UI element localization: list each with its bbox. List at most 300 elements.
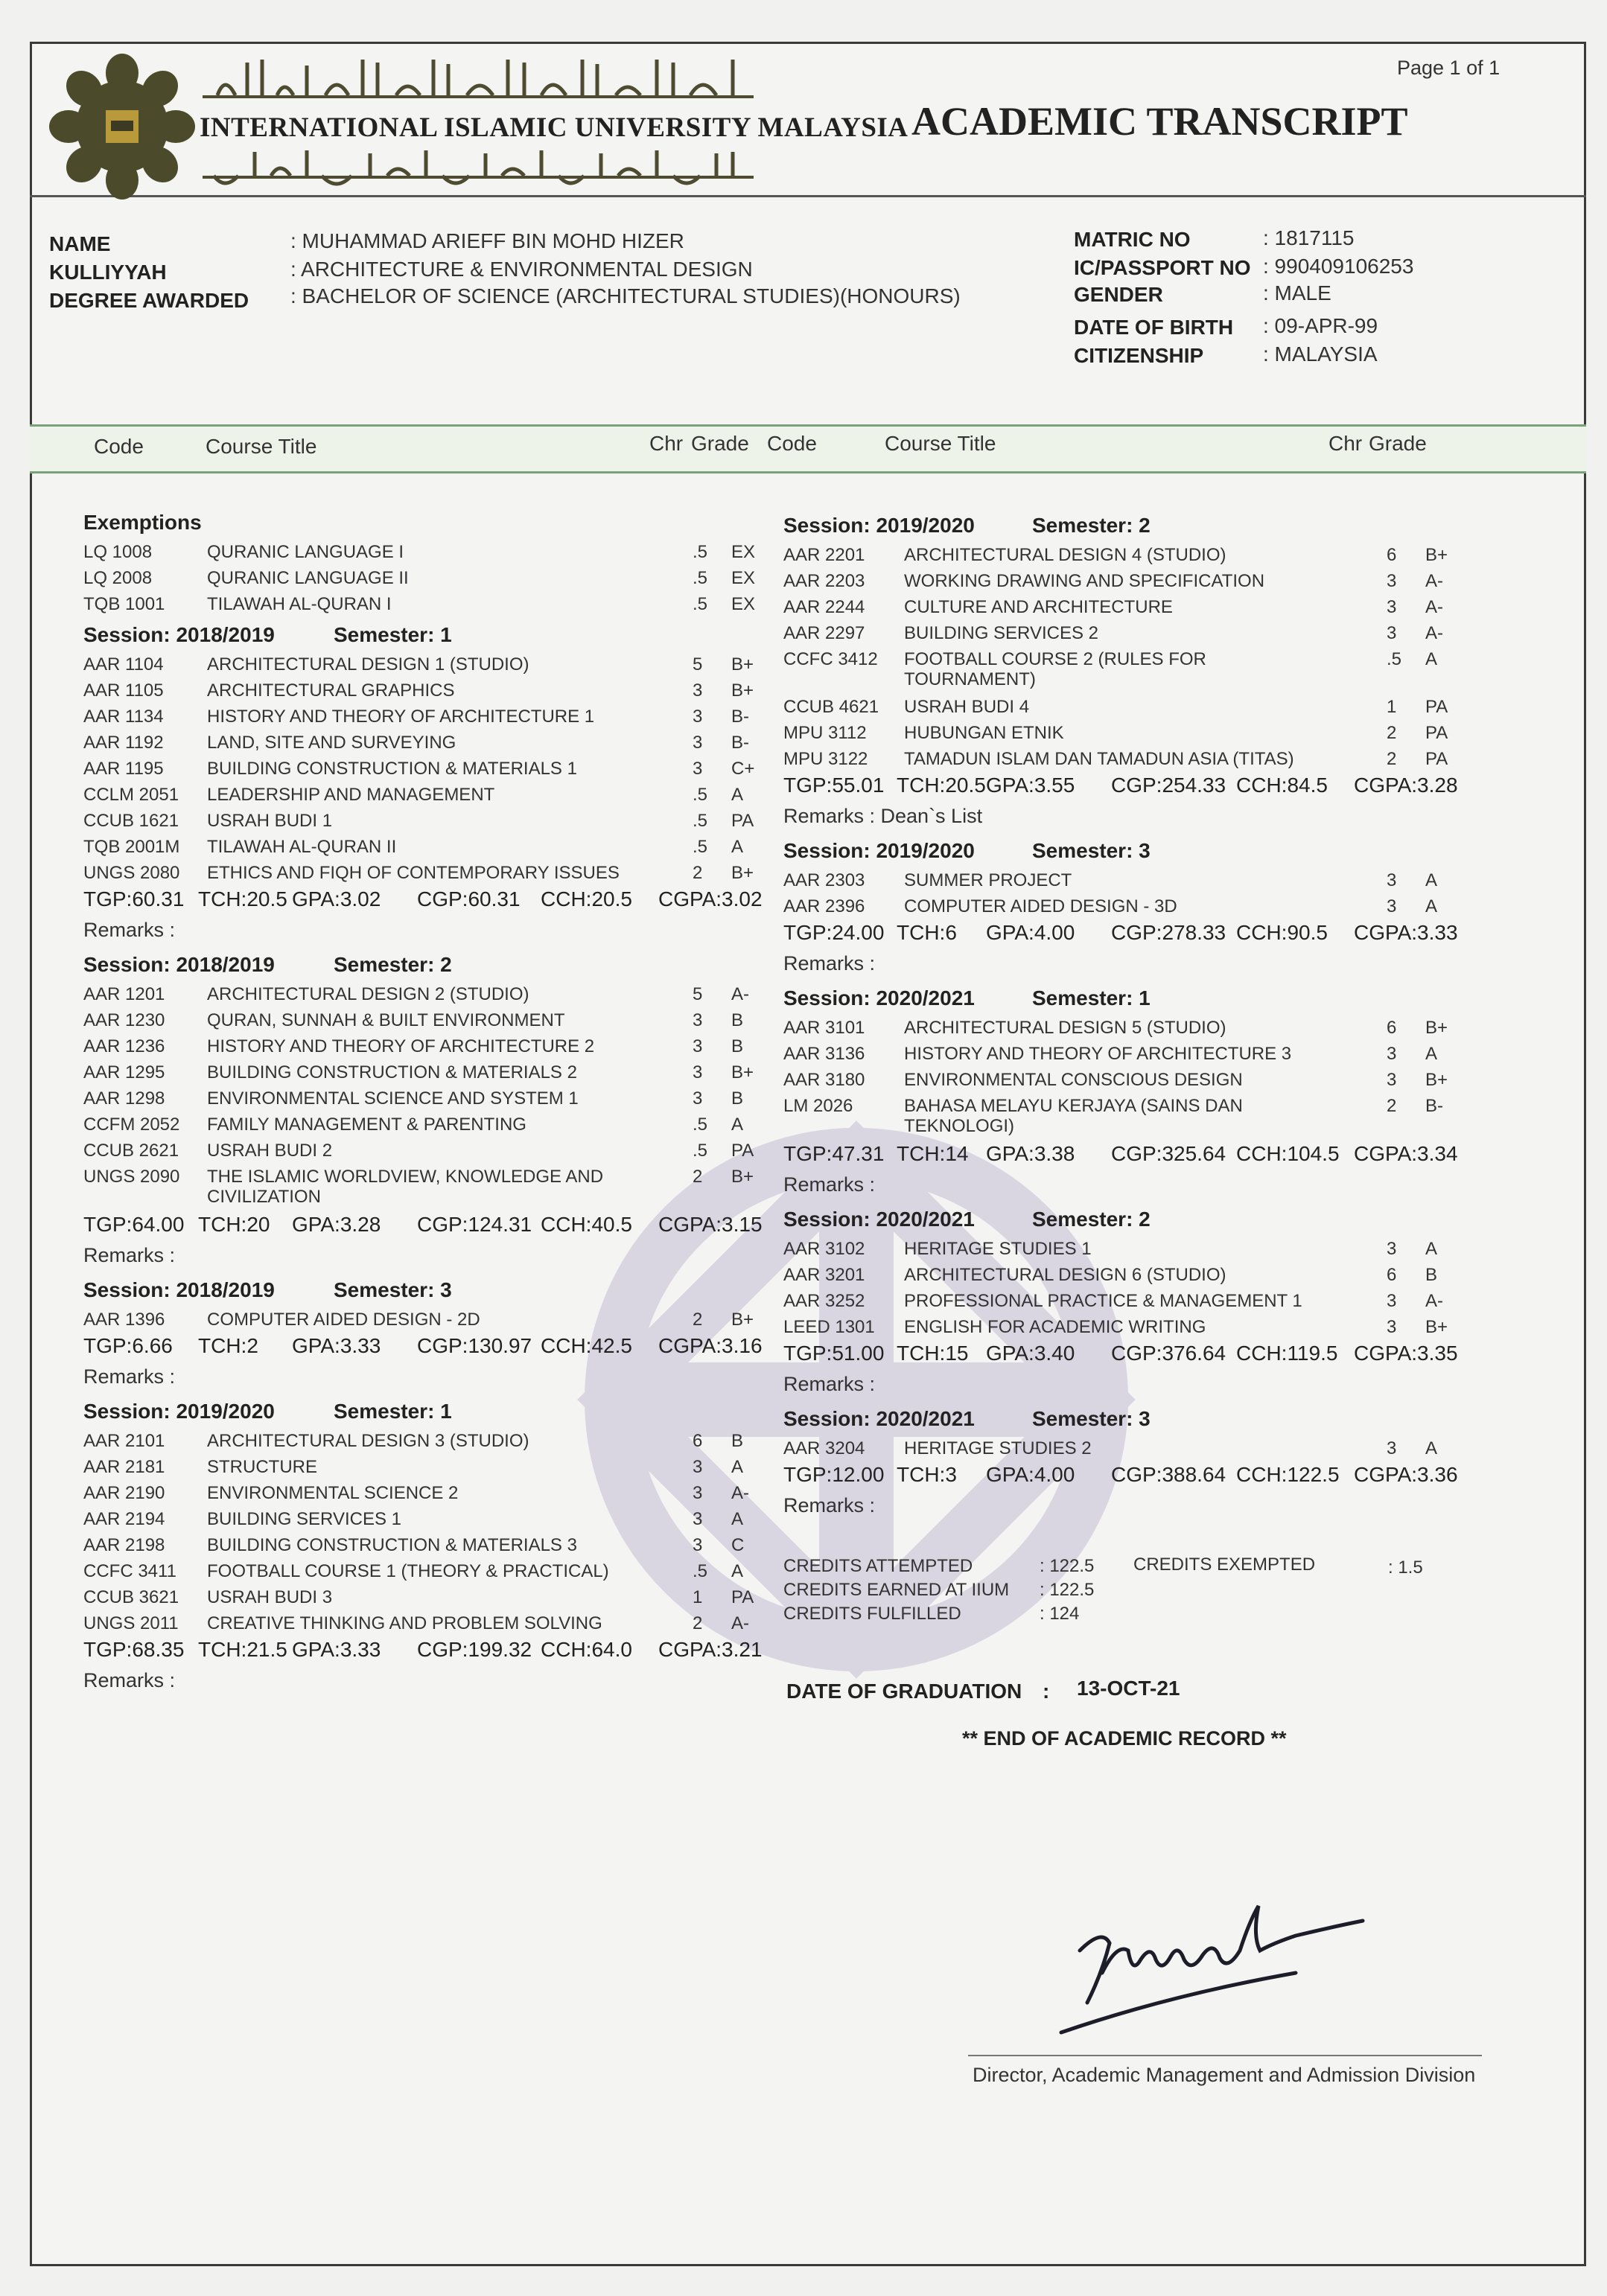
course-title: TILAWAH AL-QURAN II — [207, 837, 397, 857]
graduation-label: DATE OF GRADUATION — [786, 1680, 1022, 1703]
course-row — [783, 694, 1528, 720]
course-code: LM 2026 — [783, 1096, 853, 1116]
cch: CCH:42.5 — [541, 1334, 632, 1357]
course-title: BAHASA MELAYU KERJAYA (SAINS DAN TEKNOLOGI) — [904, 1096, 1243, 1136]
course-credit-hours: 3 — [1387, 1317, 1397, 1337]
course-title: ARCHITECTURAL DESIGN 4 (STUDIO) — [904, 545, 1226, 565]
course-title: BUILDING CONSTRUCTION & MATERIALS 3 — [207, 1535, 577, 1555]
course-code: AAR 1104 — [83, 654, 164, 675]
course-grade: B — [731, 1010, 744, 1030]
session-heading — [783, 511, 1528, 542]
course-credit-hours: .5 — [1387, 649, 1402, 669]
col-grade-right: Grade — [1369, 432, 1427, 455]
course-title: QURAN, SUNNAH & BUILT ENVIRONMENT — [207, 1010, 565, 1030]
course-row — [783, 1093, 1528, 1141]
course-row — [783, 1015, 1528, 1041]
course-grade: A — [731, 1457, 744, 1477]
course-grade: C+ — [731, 759, 755, 779]
course-code: AAR 3180 — [783, 1070, 865, 1090]
course-grade: PA — [1425, 723, 1448, 743]
course-credit-hours: .5 — [693, 1141, 708, 1161]
course-row — [83, 1059, 769, 1085]
gender-label: GENDER — [1074, 283, 1163, 306]
course-title: PROFESSIONAL PRACTICE & MANAGEMENT 1 — [904, 1291, 1302, 1311]
course-credit-hours: 3 — [1387, 1239, 1397, 1259]
course-grade: B+ — [731, 680, 754, 701]
course-row — [83, 1164, 769, 1211]
gpa: GPA:3.55 — [986, 774, 1075, 797]
course-title: COMPUTER AIDED DESIGN - 2D — [207, 1310, 480, 1330]
course-title: WORKING DRAWING AND SPECIFICATION — [904, 571, 1265, 591]
remarks — [783, 1170, 1528, 1202]
course-code: AAR 3201 — [783, 1265, 865, 1285]
course-code: CCFC 3412 — [783, 649, 878, 669]
course-title: ARCHITECTURAL GRAPHICS — [207, 680, 455, 701]
credits-fulfilled-value: : 124 — [1040, 1604, 1080, 1624]
course-row — [783, 542, 1528, 568]
remarks — [83, 1362, 769, 1394]
course-grade: B — [731, 1088, 744, 1109]
cgpa: CGPA:3.33 — [1354, 921, 1458, 944]
semester-label: Semester: 3 — [1032, 1407, 1151, 1430]
gpa: GPA:3.38 — [986, 1142, 1075, 1165]
course-credit-hours: 3 — [1387, 870, 1397, 890]
course-grade: PA — [731, 811, 754, 831]
cgp: CGP:254.33 — [1111, 774, 1226, 797]
remarks — [783, 1370, 1528, 1401]
cgp: CGP:376.64 — [1111, 1342, 1226, 1365]
course-row — [783, 594, 1528, 620]
course-row — [783, 568, 1528, 594]
course-title: FOOTBALL COURSE 2 (RULES FOR TOURNAMENT) — [904, 649, 1206, 689]
right-column — [783, 508, 1528, 1522]
remarks — [783, 949, 1528, 980]
remarks — [783, 1491, 1528, 1522]
course-credit-hours: .5 — [693, 811, 708, 831]
course-grade: B+ — [1425, 1018, 1448, 1038]
course-code: AAR 1201 — [83, 984, 165, 1004]
course-code: CCUB 3621 — [83, 1587, 179, 1607]
course-row — [783, 620, 1528, 646]
course-row — [83, 1584, 769, 1610]
credits-fulfilled-label: CREDITS FULFILLED — [783, 1604, 961, 1624]
course-code: CCFM 2052 — [83, 1114, 180, 1135]
name-value: : MUHAMMAD ARIEFF BIN MOHD HIZER — [290, 229, 684, 252]
tgp: TGP:24.00 — [783, 921, 885, 944]
course-title: ENVIRONMENTAL CONSCIOUS DESIGN — [904, 1070, 1243, 1090]
tch: TCH:2 — [198, 1334, 258, 1357]
course-code: MPU 3122 — [783, 749, 868, 769]
course-title: FOOTBALL COURSE 1 (THEORY & PRACTICAL) — [207, 1561, 609, 1581]
course-grade: A- — [1425, 571, 1443, 591]
course-credit-hours: .5 — [693, 1114, 708, 1135]
citizenship-value: : MALAYSIA — [1263, 342, 1378, 366]
course-code: MPU 3112 — [783, 723, 867, 743]
course-credit-hours: 2 — [693, 863, 703, 883]
course-row — [83, 1454, 769, 1480]
course-row — [83, 1085, 769, 1112]
semester-label: Semester: 3 — [334, 1278, 452, 1301]
course-credit-hours: 5 — [693, 984, 703, 1004]
remarks-text: Remarks : — [83, 1244, 176, 1266]
course-grade: A — [1425, 649, 1438, 669]
course-credit-hours: 3 — [693, 680, 703, 701]
course-grade: A- — [1425, 597, 1443, 617]
course-row — [783, 1314, 1528, 1340]
university-name: INTERNATIONAL ISLAMIC UNIVERSITY MALAYSIA — [200, 112, 908, 143]
course-credit-hours: 3 — [1387, 1438, 1397, 1458]
course-code: AAR 1134 — [83, 707, 164, 727]
course-title: USRAH BUDI 3 — [207, 1587, 333, 1607]
tgp: TGP:60.31 — [83, 887, 185, 911]
course-row — [783, 1262, 1528, 1288]
session-label: Session: 2020/2021 — [783, 986, 975, 1010]
course-title: QURANIC LANGUAGE I — [207, 542, 404, 562]
cch: CCH:122.5 — [1236, 1463, 1340, 1486]
course-title: HUBUNGAN ETNIK — [904, 723, 1064, 743]
session-heading — [783, 1205, 1528, 1236]
matric-value: : 1817115 — [1263, 226, 1355, 249]
cch: CCH:40.5 — [541, 1213, 632, 1236]
semester-totals — [783, 1340, 1528, 1370]
course-credit-hours: 2 — [1387, 723, 1397, 743]
course-credit-hours: 3 — [693, 1457, 703, 1477]
course-credit-hours: 2 — [693, 1167, 703, 1187]
course-grade: B — [731, 1431, 744, 1451]
course-row — [83, 1610, 769, 1636]
course-credit-hours: .5 — [693, 568, 708, 588]
gpa: GPA:4.00 — [986, 921, 1075, 944]
signatory-title: Director, Academic Management and Admission Division — [973, 2064, 1476, 2086]
university-logo — [48, 52, 197, 201]
cgpa: CGPA:3.21 — [658, 1638, 763, 1661]
cgpa: CGPA:3.34 — [1354, 1142, 1458, 1165]
course-code: TQB 2001M — [83, 837, 180, 857]
course-code: AAR 1396 — [83, 1310, 165, 1330]
course-title: ARCHITECTURAL DESIGN 6 (STUDIO) — [904, 1265, 1226, 1285]
cgp: CGP:130.97 — [417, 1334, 532, 1357]
course-code: AAR 3204 — [783, 1438, 865, 1458]
course-row — [83, 860, 769, 886]
course-title: BUILDING SERVICES 2 — [904, 623, 1098, 643]
course-credit-hours: 3 — [693, 1010, 703, 1030]
course-credit-hours: 6 — [693, 1431, 703, 1451]
course-grade: B — [1425, 1265, 1438, 1285]
course-grade: A — [731, 1114, 744, 1135]
course-row — [83, 1506, 769, 1532]
course-code: AAR 1195 — [83, 759, 164, 779]
course-grade: EX — [731, 542, 756, 562]
course-row — [83, 1033, 769, 1059]
course-grade: PA — [731, 1141, 754, 1161]
session-heading — [783, 1404, 1528, 1435]
course-grade: A- — [731, 984, 749, 1004]
course-title: ARCHITECTURAL DESIGN 5 (STUDIO) — [904, 1018, 1226, 1038]
course-title: USRAH BUDI 1 — [207, 811, 333, 831]
gpa: GPA:3.33 — [292, 1334, 381, 1357]
course-credit-hours: 3 — [693, 1036, 703, 1056]
course-row — [783, 746, 1528, 772]
course-credit-hours: .5 — [693, 837, 708, 857]
cgpa: CGPA:3.02 — [658, 887, 763, 911]
course-title: CULTURE AND ARCHITECTURE — [904, 597, 1173, 617]
course-credit-hours: 6 — [1387, 1265, 1397, 1285]
remarks-text: Remarks : Dean`s List — [783, 805, 983, 827]
session-heading — [783, 836, 1528, 867]
course-code: AAR 1295 — [83, 1062, 165, 1082]
semester-totals — [83, 1333, 769, 1362]
course-row — [83, 981, 769, 1007]
col-code-left: Code — [94, 435, 144, 458]
semester-label: Semester: 1 — [1032, 986, 1151, 1010]
course-grade: B+ — [731, 1062, 754, 1082]
session-label: Session: 2018/2019 — [83, 1278, 275, 1301]
session-label: Session: 2018/2019 — [83, 953, 275, 976]
course-title: QURANIC LANGUAGE II — [207, 568, 409, 588]
course-credit-hours: .5 — [693, 542, 708, 562]
col-title-right: Course Title — [885, 432, 996, 455]
course-row — [83, 704, 769, 730]
course-grade: A — [1425, 896, 1438, 916]
session-heading — [83, 1397, 769, 1428]
course-credit-hours: .5 — [693, 594, 708, 614]
course-credit-hours: 3 — [1387, 896, 1397, 916]
semester-totals — [783, 919, 1528, 949]
course-title: BUILDING SERVICES 1 — [207, 1509, 401, 1529]
course-credit-hours: 6 — [1387, 1018, 1397, 1038]
course-code: AAR 1236 — [83, 1036, 165, 1056]
course-row — [783, 720, 1528, 746]
cgpa: CGPA:3.36 — [1354, 1463, 1458, 1486]
tch: TCH:14 — [897, 1142, 969, 1165]
course-title: ETHICS AND FIQH OF CONTEMPORARY ISSUES — [207, 863, 620, 883]
col-code-right: Code — [767, 432, 817, 455]
course-row — [83, 539, 769, 565]
course-credit-hours: .5 — [693, 1561, 708, 1581]
course-code: AAR 2203 — [783, 571, 865, 591]
semester-label: Semester: 2 — [1032, 1208, 1151, 1231]
session-label: Session: 2020/2021 — [783, 1208, 975, 1231]
course-code: AAR 2194 — [83, 1509, 165, 1529]
course-row — [783, 867, 1528, 893]
course-title: CREATIVE THINKING AND PROBLEM SOLVING — [207, 1613, 602, 1633]
remarks-text: Remarks : — [83, 1365, 176, 1388]
semester-totals — [783, 1461, 1528, 1491]
course-credit-hours: 3 — [693, 1062, 703, 1082]
course-credit-hours: 3 — [1387, 597, 1397, 617]
exemptions-heading — [83, 508, 769, 539]
tch: TCH:15 — [897, 1342, 969, 1365]
course-row — [83, 1307, 769, 1333]
course-row — [83, 591, 769, 617]
ic-value: : 990409106253 — [1263, 255, 1414, 278]
course-grade: PA — [731, 1587, 754, 1607]
semester-label: Semester: 2 — [1032, 514, 1151, 537]
cch: CCH:104.5 — [1236, 1142, 1340, 1165]
course-title: ARCHITECTURAL DESIGN 1 (STUDIO) — [207, 654, 529, 675]
matric-label: MATRIC NO — [1074, 228, 1191, 251]
signature — [1057, 1891, 1400, 2040]
course-row — [783, 646, 1528, 694]
course-row — [783, 1288, 1528, 1314]
course-code: AAR 3101 — [783, 1018, 865, 1038]
course-title: ENVIRONMENTAL SCIENCE 2 — [207, 1483, 459, 1503]
course-grade: A — [1425, 1438, 1438, 1458]
cgpa: CGPA:3.28 — [1354, 774, 1458, 797]
course-row — [83, 677, 769, 704]
col-chr-left: Chr — [649, 432, 684, 455]
course-title: THE ISLAMIC WORLDVIEW, KNOWLEDGE AND CIVILIZATION — [207, 1167, 604, 1207]
credits-attempted-label: CREDITS ATTEMPTED — [783, 1556, 973, 1576]
semester-label: Semester: 1 — [334, 623, 452, 646]
course-credit-hours: 3 — [1387, 1291, 1397, 1311]
course-title: HISTORY AND THEORY OF ARCHITECTURE 2 — [207, 1036, 595, 1056]
session-label: Session: 2020/2021 — [783, 1407, 975, 1430]
course-grade: B+ — [731, 1167, 754, 1187]
course-row — [783, 1041, 1528, 1067]
course-credit-hours: 3 — [693, 1088, 703, 1109]
course-code: AAR 2297 — [783, 623, 865, 643]
course-code: AAR 1192 — [83, 733, 164, 753]
course-title: HISTORY AND THEORY OF ARCHITECTURE 1 — [207, 707, 595, 727]
tgp: TGP:64.00 — [83, 1213, 185, 1236]
course-row — [783, 1236, 1528, 1262]
course-title: SUMMER PROJECT — [904, 870, 1072, 890]
tch: TCH:21.5 — [198, 1638, 287, 1661]
course-grade: C — [731, 1535, 745, 1555]
course-row — [83, 565, 769, 591]
course-credit-hours: .5 — [693, 785, 708, 805]
course-code: AAR 2201 — [783, 545, 865, 565]
tch: TCH:20.5 — [198, 887, 287, 911]
course-credit-hours: 3 — [693, 1509, 703, 1529]
course-code: TQB 1001 — [83, 594, 165, 614]
cgp: CGP:325.64 — [1111, 1142, 1226, 1165]
kulliyyah-label: KULLIYYAH — [49, 261, 167, 284]
course-row — [83, 1558, 769, 1584]
page-number: Page 1 of 1 — [1397, 57, 1501, 79]
document-title: ACADEMIC TRANSCRIPT — [911, 99, 1408, 144]
credits-exempted-label: CREDITS EXEMPTED — [1133, 1554, 1316, 1575]
course-code: AAR 2396 — [783, 896, 865, 916]
graduation-colon: : — [1043, 1680, 1050, 1703]
dob-label: DATE OF BIRTH — [1074, 316, 1234, 339]
course-title: HISTORY AND THEORY OF ARCHITECTURE 3 — [904, 1044, 1292, 1064]
course-code: AAR 2101 — [83, 1431, 165, 1451]
remarks-text: Remarks : — [83, 919, 176, 941]
course-grade: B+ — [731, 863, 754, 883]
session-label: Session: 2018/2019 — [83, 623, 275, 646]
course-grade: A — [1425, 1239, 1438, 1259]
name-label: NAME — [49, 232, 111, 255]
course-row — [83, 1532, 769, 1558]
course-title: ENGLISH FOR ACADEMIC WRITING — [904, 1317, 1206, 1337]
gpa: GPA:4.00 — [986, 1463, 1075, 1486]
course-code: AAR 2244 — [783, 597, 865, 617]
end-of-record: ** END OF ACADEMIC RECORD ** — [962, 1727, 1287, 1750]
course-credit-hours: 5 — [693, 654, 703, 675]
course-title: USRAH BUDI 4 — [904, 697, 1030, 717]
course-credit-hours: 2 — [1387, 1096, 1397, 1116]
col-chr-right: Chr — [1328, 432, 1363, 455]
course-row — [783, 893, 1528, 919]
course-row — [83, 834, 769, 860]
course-credit-hours: 2 — [693, 1310, 703, 1330]
course-grade: B+ — [1425, 545, 1448, 565]
credits-exempted-value: : 1.5 — [1388, 1557, 1423, 1578]
remarks — [783, 802, 1528, 833]
session-label: Session: 2019/2020 — [83, 1400, 275, 1423]
course-grade: B+ — [731, 1310, 754, 1330]
course-title: ENVIRONMENTAL SCIENCE AND SYSTEM 1 — [207, 1088, 579, 1109]
cgpa: CGPA:3.15 — [658, 1213, 763, 1236]
course-code: CCFC 3411 — [83, 1561, 176, 1581]
semester-label: Semester: 2 — [334, 953, 452, 976]
semester-totals — [783, 772, 1528, 802]
course-row — [783, 1435, 1528, 1461]
course-grade: B+ — [731, 654, 754, 675]
course-grade: B+ — [1425, 1317, 1448, 1337]
degree-value: : BACHELOR OF SCIENCE (ARCHITECTURAL STUDIES)(HONOURS) — [290, 284, 961, 307]
graduation-date: 13-OCT-21 — [1077, 1677, 1180, 1700]
tgp: TGP:47.31 — [783, 1142, 885, 1165]
course-grade: A — [731, 837, 744, 857]
semester-totals — [83, 886, 769, 916]
course-row — [83, 1007, 769, 1033]
course-credit-hours: 3 — [1387, 1070, 1397, 1090]
course-title: TAMADUN ISLAM DAN TAMADUN ASIA (TITAS) — [904, 749, 1294, 769]
university-arabic-wordmark — [203, 52, 754, 109]
course-code: AAR 3252 — [783, 1291, 865, 1311]
course-credit-hours: 3 — [1387, 1044, 1397, 1064]
course-credit-hours: 1 — [1387, 697, 1397, 717]
degree-label: DEGREE AWARDED — [49, 289, 249, 312]
credits-earned-label: CREDITS EARNED AT IIUM — [783, 1580, 1010, 1600]
remarks — [83, 1241, 769, 1272]
course-row — [83, 756, 769, 782]
course-credit-hours: 6 — [1387, 545, 1397, 565]
course-title: COMPUTER AIDED DESIGN - 3D — [904, 896, 1177, 916]
course-credit-hours: 2 — [693, 1613, 703, 1633]
course-code: UNGS 2080 — [83, 863, 180, 883]
course-title: BUILDING CONSTRUCTION & MATERIALS 2 — [207, 1062, 577, 1082]
dob-value: : 09-APR-99 — [1263, 314, 1378, 337]
course-grade: PA — [1425, 749, 1448, 769]
course-credit-hours: 2 — [1387, 749, 1397, 769]
course-code: AAR 2303 — [783, 870, 865, 890]
cgpa: CGPA:3.16 — [658, 1334, 763, 1357]
semester-label: Semester: 1 — [334, 1400, 452, 1423]
cgp: CGP:388.64 — [1111, 1463, 1226, 1486]
exemptions-heading-text: Exemptions — [83, 511, 202, 534]
course-title: ARCHITECTURAL DESIGN 3 (STUDIO) — [207, 1431, 529, 1451]
course-grade: A- — [731, 1613, 749, 1633]
course-credit-hours: 3 — [693, 707, 703, 727]
course-title: USRAH BUDI 2 — [207, 1141, 333, 1161]
tch: TCH:20.5 — [897, 774, 986, 797]
course-grade: B- — [731, 707, 749, 727]
semester-totals — [83, 1636, 769, 1666]
course-title: TILAWAH AL-QURAN I — [207, 594, 392, 614]
course-code: LQ 1008 — [83, 542, 153, 562]
course-code: AAR 1230 — [83, 1010, 165, 1030]
course-title: HERITAGE STUDIES 1 — [904, 1239, 1092, 1259]
course-title: FAMILY MANAGEMENT & PARENTING — [207, 1114, 526, 1135]
course-grade: A- — [731, 1483, 749, 1503]
credits-attempted-value: : 122.5 — [1040, 1556, 1095, 1576]
ic-label: IC/PASSPORT NO — [1074, 256, 1251, 279]
course-grade: A- — [1425, 623, 1443, 643]
